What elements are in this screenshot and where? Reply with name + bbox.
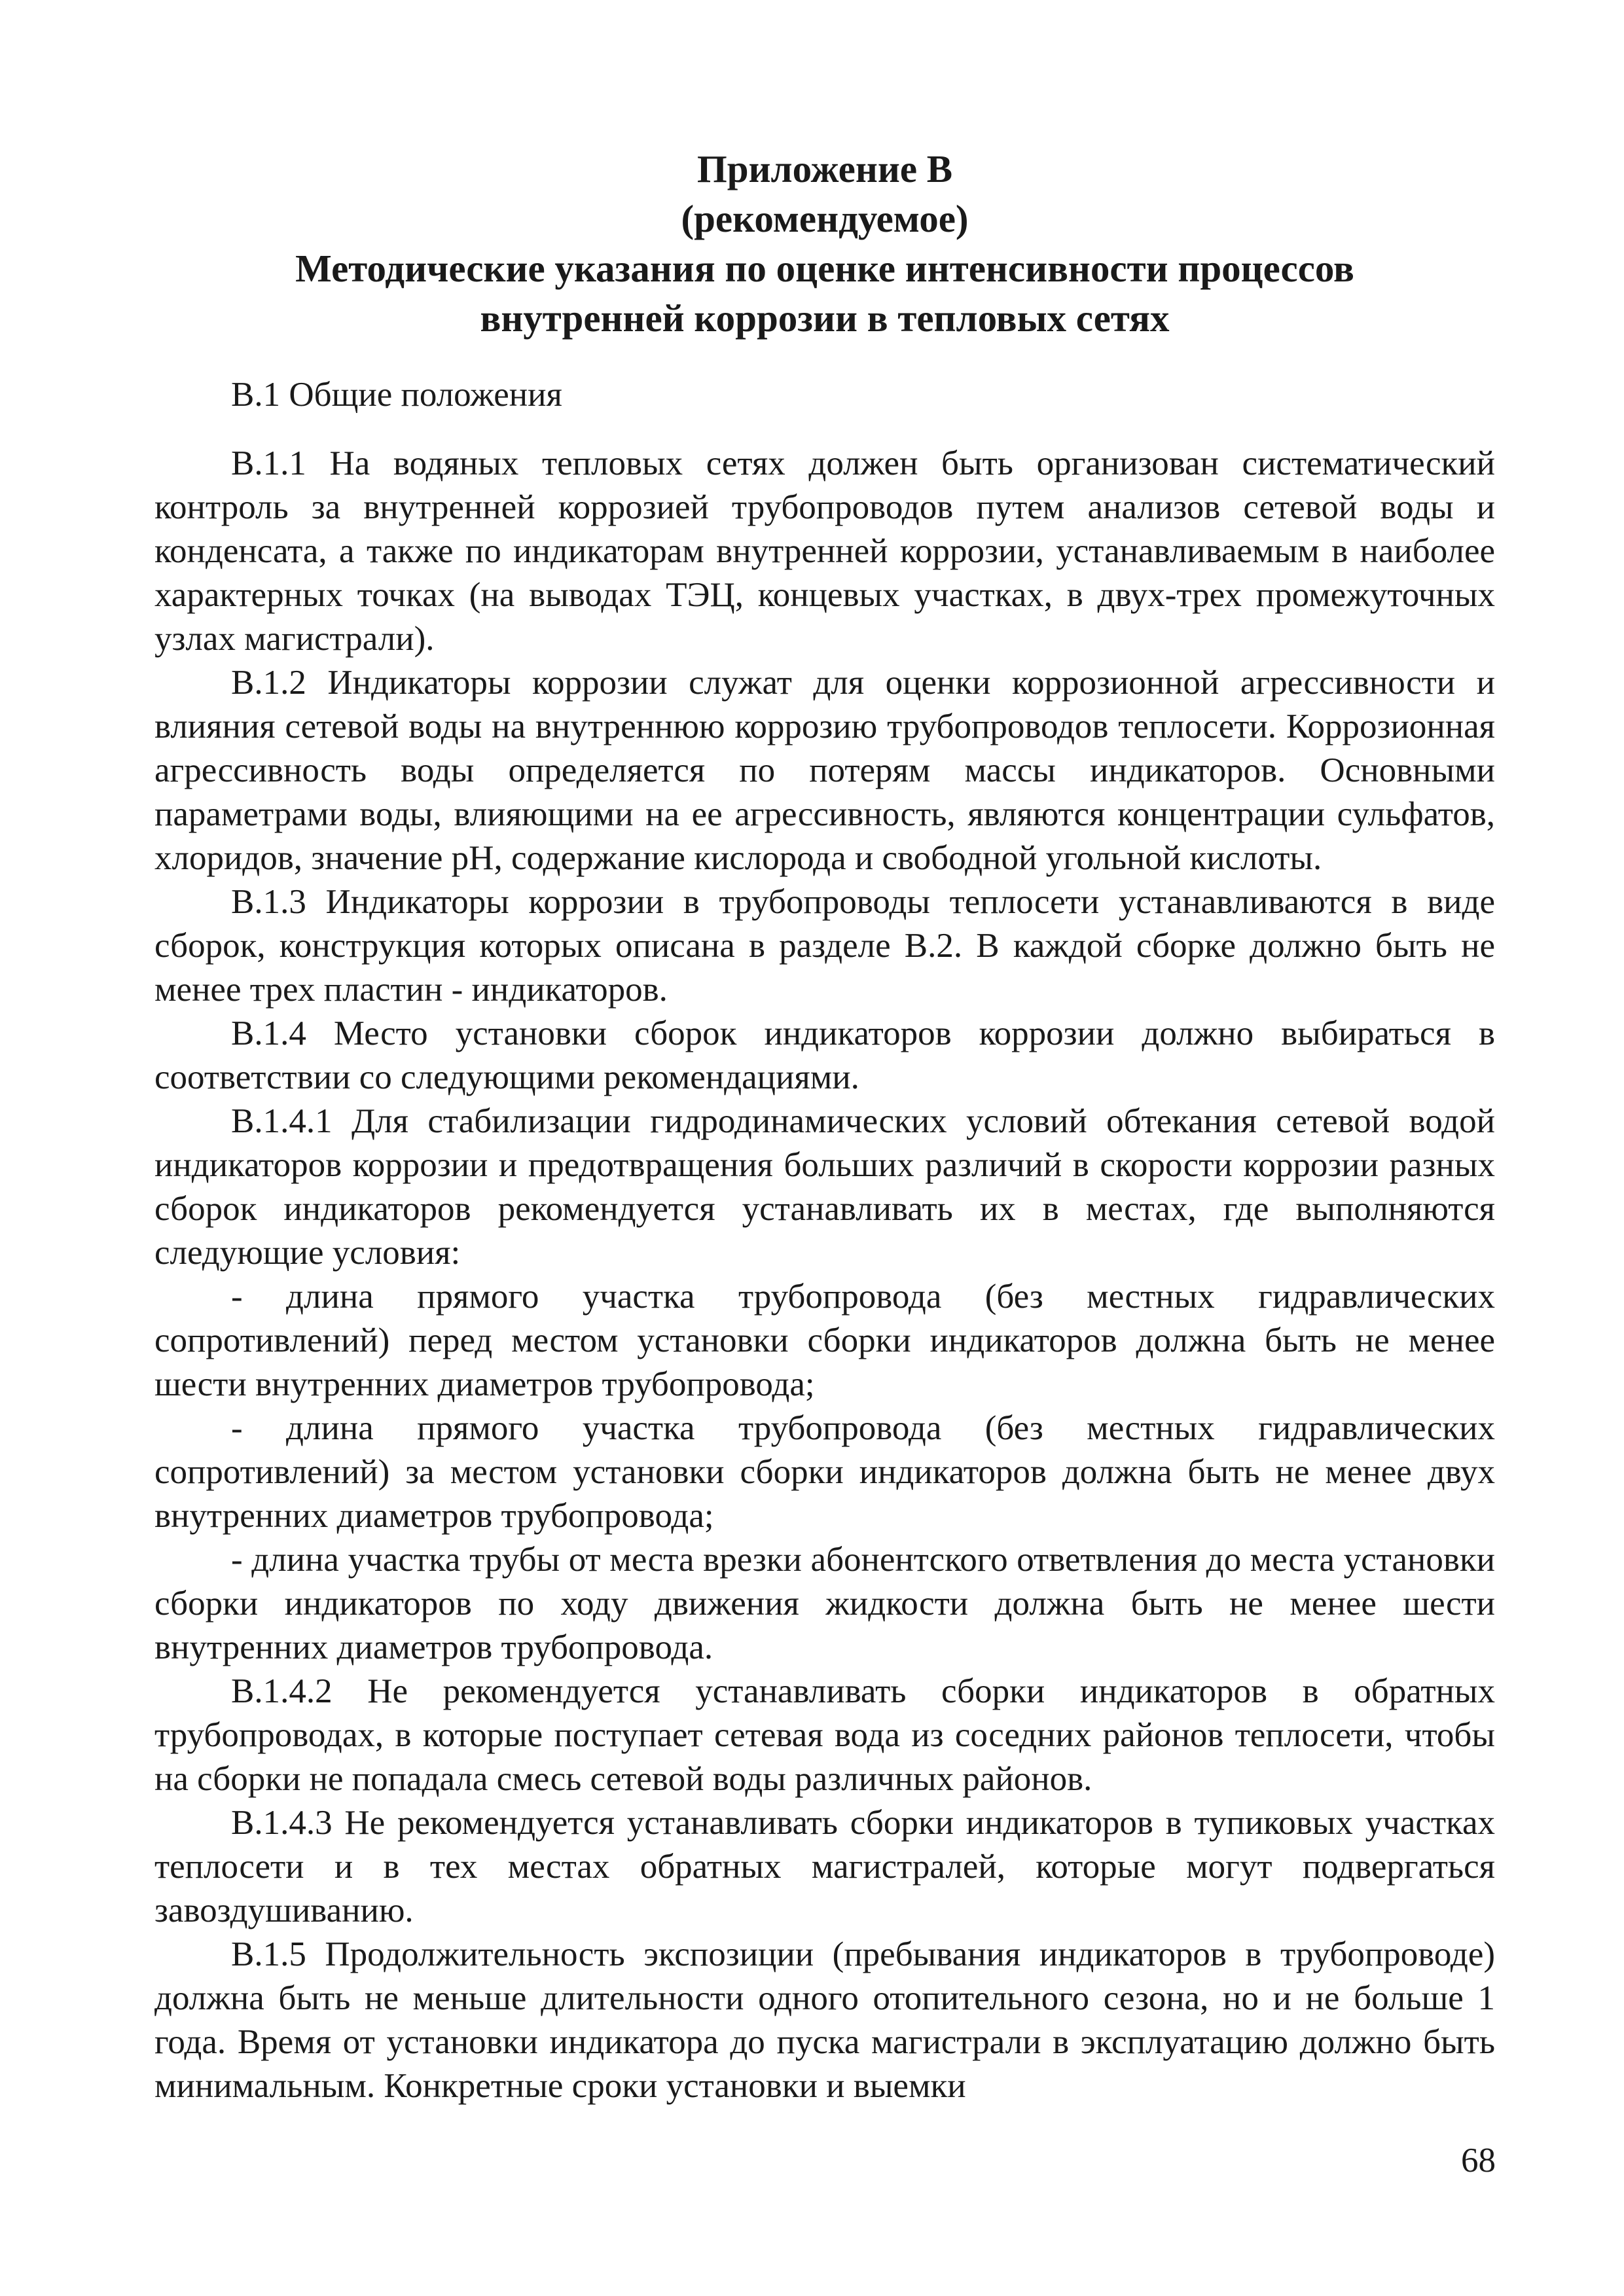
paragraph-b-1-3: В.1.3 Индикаторы коррозии в трубопроводы теплосети устанавливаются в виде сборок, конструкция которых описана в разделе В.2. В каждой сборке должно быть не менее трех пластин - индикаторов. bbox=[154, 883, 1495, 1009]
paragraph-b-1-1: В.1.1 На водяных тепловых сетях должен быть организован систематический контроль за внутренней коррозией трубопроводов путем анализов сетевой воды и конденсата, а также по индикаторам внутренней коррозии, устанавливаемым в наиболее характерных точках (на выводах ТЭЦ, концевых участках, в двух-трех промежуточных узлах магистрали). bbox=[154, 444, 1495, 658]
paragraph-b-1-2: В.1.2 Индикаторы коррозии служат для оценки коррозионной агрессивности и влияния сетевой воды на внутреннюю коррозию трубопроводов теплосети. Коррозионная агрессивность воды определяется по потерям массы индикаторов. Основными параметрами воды, влияющими на ее агрессивность, являются концентрации сульфатов, хлоридов, значение pH, содержание кислорода и свободной угольной кислоты. bbox=[154, 664, 1495, 877]
paragraph-b-1-5: В.1.5 Продолжительность экспозиции (пребывания индикаторов в трубопроводе) должна быть не меньше длительности одного отопительного сезона, но и не больше 1 года. Время от установки индикатора до пуска магистрали в эксплуатацию должно быть минимальным. Конкретные сроки установки и выемки bbox=[154, 1935, 1495, 2105]
paragraph-b-1-4-2: В.1.4.2 Не рекомендуется устанавливать сборки индикаторов в обратных трубопроводах, в которые поступает сетевая вода из соседних районов теплосети, чтобы на сборки не попадала смесь сетевой воды различных районов. bbox=[154, 1672, 1495, 1798]
paragraph-b-1-4: В.1.4 Место установки сборок индикаторов коррозии должно выбираться в соответствии со следующими рекомендациями. bbox=[154, 1014, 1495, 1096]
appendix-subject-line-1: Методические указания по оценке интенсивности процессов bbox=[295, 247, 1354, 290]
paragraph-b-1-4-3: В.1.4.3 Не рекомендуется устанавливать сборки индикаторов в тупиковых участках теплосети и в тех местах обратных магистралей, которые могут подвергаться завоздушиванию. bbox=[154, 1804, 1495, 1929]
section-title: В.1 Общие положения bbox=[231, 376, 562, 414]
appendix-title: Приложение В bbox=[696, 147, 953, 190]
list-item: - длина прямого участка трубопровода (без местных гидравлических сопротивлений) перед местом установки сборки индикаторов должна быть не менее шести внутренних диаметров трубопровода; bbox=[154, 1278, 1495, 1403]
list-item: - длина прямого участка трубопровода (без местных гидравлических сопротивлений) за местом установки сборки индикаторов должна быть не менее двух внутренних диаметров трубопровода; bbox=[154, 1409, 1495, 1535]
appendix-subject-line-2: внутренней коррозии в тепловых сетях bbox=[480, 296, 1170, 340]
appendix-status: (рекомендуемое) bbox=[681, 197, 969, 240]
list-item: - длина участка трубы от места врезки абонентского ответвления до места установки сборки индикаторов по ходу движения жидкости должна быть не менее шести внутренних диаметров трубопровода. bbox=[154, 1541, 1495, 1666]
page-number: 68 bbox=[1461, 2142, 1496, 2179]
document-page bbox=[154, 144, 1495, 2108]
paragraph-b-1-4-1: В.1.4.1 Для стабилизации гидродинамических условий обтекания сетевой водой индикаторов коррозии и предотвращения больших различий в скорости коррозии разных сборок индикаторов рекомендуется устанавливать их в местах, где выполняются следующие условия: bbox=[154, 1102, 1495, 1272]
